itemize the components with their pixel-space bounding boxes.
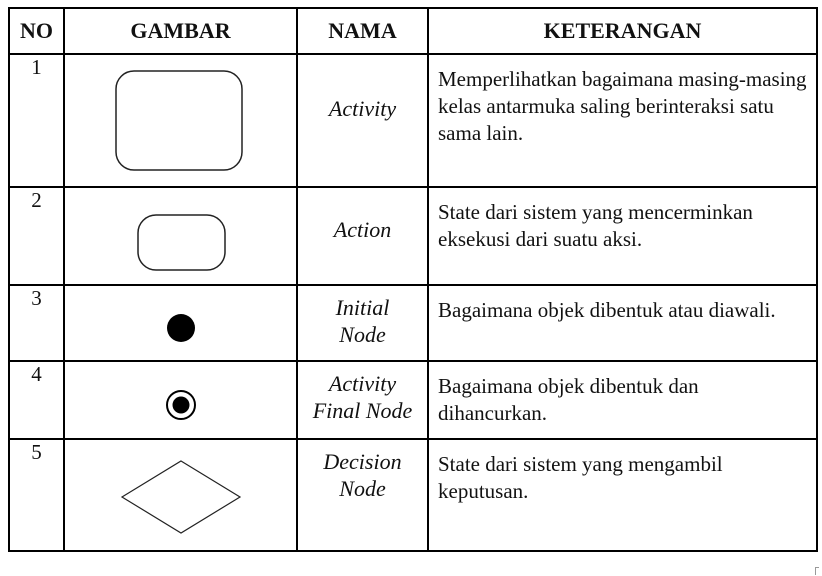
symbol-name	[297, 54, 428, 187]
decision-node-diamond-icon	[65, 440, 298, 552]
symbol-name	[297, 439, 428, 551]
shape-cell	[64, 54, 297, 187]
activity-shape-icon	[65, 55, 298, 188]
symbol-name	[297, 187, 428, 285]
table-row	[9, 439, 817, 551]
action-shape-icon	[65, 188, 298, 286]
symbol-name-line2: Node	[339, 322, 386, 347]
table-row	[9, 285, 817, 361]
row-number: 1	[9, 54, 64, 187]
symbol-description: Bagaimana objek dibentuk atau diawali.	[428, 285, 817, 361]
row-number: 4	[9, 361, 64, 439]
row-number: 3	[9, 285, 64, 361]
symbol-description: State dari sistem yang mengambil keputusan.	[428, 439, 817, 551]
symbol-name-line1: Activity	[328, 96, 397, 121]
symbol-name	[297, 285, 428, 361]
uml-activity-symbol-table	[8, 7, 818, 552]
table-row	[9, 187, 817, 285]
row-number: 5	[9, 439, 64, 551]
row-number: 2	[9, 187, 64, 285]
symbol-name	[297, 361, 428, 439]
table-row	[9, 54, 817, 187]
header-gambar: GAMBAR	[64, 8, 297, 54]
shape-cell	[64, 361, 297, 439]
shape-cell	[64, 439, 297, 551]
corner-mark	[815, 567, 819, 575]
header-row	[9, 8, 817, 54]
symbol-name-line1: Action	[333, 217, 392, 242]
header-nama: NAMA	[297, 8, 428, 54]
symbol-description: State dari sistem yang mencerminkan eksekusi dari suatu aksi.	[428, 187, 817, 285]
symbol-description: Bagaimana objek dibentuk dan dihancurkan.	[428, 361, 817, 439]
symbol-name-line1: Decision	[323, 449, 402, 474]
symbol-description: Memperlihatkan bagaimana masing-masing kelas antarmuka saling berinteraksi satu sama lain.	[428, 54, 817, 187]
symbol-name-line1: Activity	[328, 371, 397, 396]
header-no: NO	[9, 8, 64, 54]
symbol-name-line2: Node	[339, 476, 386, 501]
shape-cell	[64, 285, 297, 361]
shape-cell	[64, 187, 297, 285]
symbol-name-line2: Final Node	[312, 398, 413, 423]
activity-final-node-icon	[65, 362, 298, 440]
header-keterangan: KETERANGAN	[428, 8, 817, 54]
table-row	[9, 361, 817, 439]
initial-node-icon	[65, 286, 298, 362]
symbol-name-line1: Initial	[335, 295, 390, 320]
